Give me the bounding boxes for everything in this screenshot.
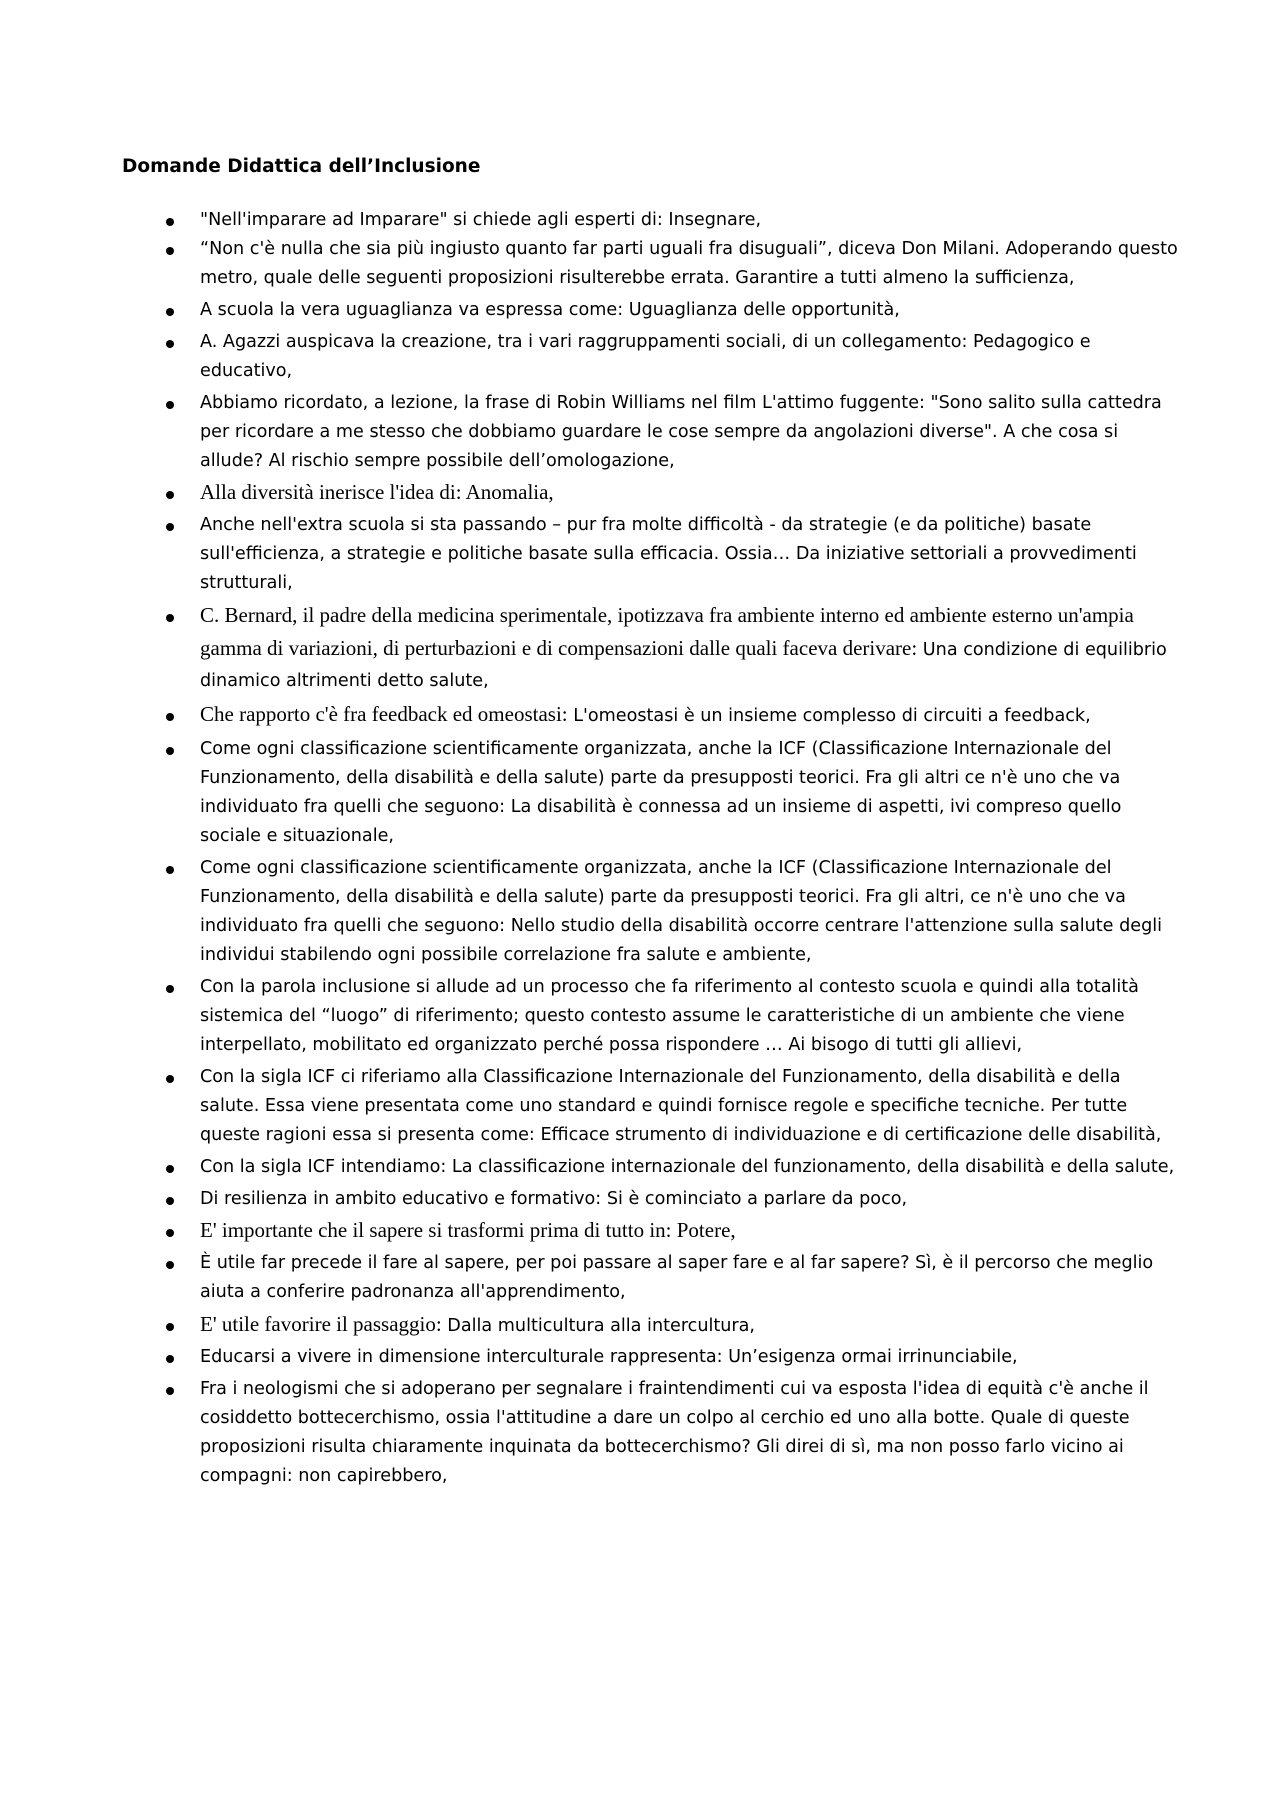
bullet-icon [166,985,174,993]
list-item [200,699,1180,732]
bullet-icon [166,747,174,755]
bullet-icon [166,1075,174,1083]
item-text-serif: E' importante che il sapere si trasformi prima di tutto in: Potere, [200,1218,736,1242]
list-item [200,600,1180,697]
bullet-icon [166,340,174,348]
item-text-sans: Dalla multicultura alla intercultura, [441,1316,756,1336]
item-text: Con la sigla ICF ci riferiamo alla Classificazione Internazionale del Funzionamento, della disabilità e della salute. Essa viene presentata come uno standard e quindi fornisce regole e specifiche tecniche. Per tutte queste ragioni essa si presenta come: Efficace strumento di individuazione e di certificazione delle disabilità, [200,1067,1162,1145]
list-item [200,735,1180,851]
bullet-icon [166,1197,174,1205]
bullet-icon [166,308,174,316]
item-text-serif: Che rapporto c'è fra feedback ed omeostasi: [200,702,568,726]
item-text: Con la sigla ICF intendiamo: La classificazione internazionale del funzionamento, della disabilità e della salute, [200,1157,1175,1177]
item-text: Educarsi a vivere in dimensione interculturale rappresenta: Un’esigenza ormai irrinunciabile, [200,1347,1018,1367]
bullet-icon [166,401,174,409]
bullet-icon [166,1261,174,1269]
item-text: “Non c'è nulla che sia più ingiusto quanto far parti uguali fra disuguali”, diceva Don Milani. Adoperando questo metro, quale delle seguenti proposizioni risulterebbe errata. Garantire a tutti almeno la sufficienza, [200,239,1178,288]
list-item [200,1309,1180,1342]
list-item [200,1215,1180,1248]
bullet-icon [166,491,174,499]
list-item [200,1249,1180,1307]
list-item [200,1153,1180,1182]
list-item [200,206,1180,235]
list-item [200,511,1180,598]
bullet-icon [166,713,174,721]
list-item [200,854,1180,970]
item-text-serif: E' utile favorire il passaggio: [200,1312,442,1336]
item-text-serif: Alla diversità inerisce l'idea di: Anomalia, [200,480,554,504]
bullet-icon [166,1387,174,1395]
bullet-icon [166,614,174,622]
list-item [200,296,1180,325]
document-title: Domande Didattica dell’Inclusione [122,156,481,177]
list-item [200,389,1180,476]
item-text: "Nell'imparare ad Imparare" si chiede agli esperti di: Insegnare, [200,210,762,230]
list-item [200,1185,1180,1214]
item-text: Abbiamo ricordato, a lezione, la frase di Robin Williams nel film L'attimo fuggente: "Sono salito sulla cattedra per ricordare a me stesso che dobbiamo guardare le cose sempre da angolazioni diverse". A che cosa si allude? Al rischio sempre possibile dell’omologazione, [200,393,1162,471]
bullet-icon [166,523,174,531]
item-text-serif: C. Bernard, il padre della medicina sperimentale, ipotizzava fra ambiente interno ed ambiente esterno un'ampia gamma di variazioni, di perturbazioni e di compensazioni dalle quali faceva derivare: [200,603,1134,660]
list-item [200,328,1180,386]
list-item [200,477,1180,510]
bullet-icon [166,247,174,255]
list-item [200,1343,1180,1372]
list-item [200,973,1180,1060]
item-text: Con la parola inclusione si allude ad un processo che fa riferimento al contesto scuola e quindi alla totalità sistemica del “luogo” di riferimento; questo contesto assume le caratteristiche di un ambiente che viene interpellato, mobilitato ed organizzato perché possa rispondere … Ai bisogo di tutti gli allievi, [200,977,1139,1055]
item-text: A scuola la vera uguaglianza va espressa come: Uguaglianza delle opportunità, [200,300,900,320]
item-text-sans: Una condizione di equilibrio dinamico altrimenti detto salute, [200,640,1167,691]
item-text: Fra i neologismi che si adoperano per segnalare i fraintendimenti cui va esposta l'idea di equità c'è anche il cosiddetto bottecerchismo, ossia l'attitudine a dare un colpo al cerchio ed uno alla botte. Quale di queste proposizioni risulta chiaramente inquinata da bottecerchismo? Gli direi di sì, ma non posso farlo vicino ai compagni: non capirebbero, [200,1379,1149,1486]
item-text-sans: L'omeostasi è un insieme complesso di circuiti a feedback, [567,706,1091,726]
item-text: È utile far precede il fare al sapere, per poi passare al saper fare e al far sapere? Sì, è il percorso che meglio aiuta a conferire padronanza all'apprendimento, [200,1253,1154,1302]
item-text: A. Agazzi auspicava la creazione, tra i vari raggruppamenti sociali, di un collegamento: Pedagogico e educativo, [200,332,1091,381]
list-item [200,1375,1180,1491]
list-item [200,235,1180,293]
list-item [200,1063,1180,1150]
bullet-icon [166,1229,174,1237]
bullet-icon [166,1355,174,1363]
item-text: Come ogni classificazione scientificamente organizzata, anche la ICF (Classificazione Internazionale del Funzionamento, della disabilità e della salute) parte da presupposti teorici. Fra gli altri, ce n'è uno che va individuato fra quelli che seguono: Nello studio della disabilità occorre centrare l'attenzione sulla salute degli individui stabilendo ogni possibile correlazione fra salute e ambiente, [200,858,1163,965]
question-list [200,206,1180,1491]
bullet-icon [166,1165,174,1173]
bullet-icon [166,1323,174,1331]
item-text: Anche nell'extra scuola si sta passando – pur fra molte difficoltà - da strategie (e da politiche) basate sull'efficienza, a strategie e politiche basate sulla efficacia. Ossia… Da iniziative settoriali a provvedimenti strutturali, [200,515,1137,593]
item-text: Come ogni classificazione scientificamente organizzata, anche la ICF (Classificazione Internazionale del Funzionamento, della disabilità e della salute) parte da presupposti teorici. Fra gli altri ce n'è uno che va individuato fra quelli che seguono: La disabilità è connessa ad un insieme di aspetti, ivi compreso quello sociale e situazionale, [200,739,1122,846]
item-text: Di resilienza in ambito educativo e formativo: Si è cominciato a parlare da poco, [200,1189,908,1209]
bullet-icon [166,866,174,874]
bullet-icon [166,218,174,226]
